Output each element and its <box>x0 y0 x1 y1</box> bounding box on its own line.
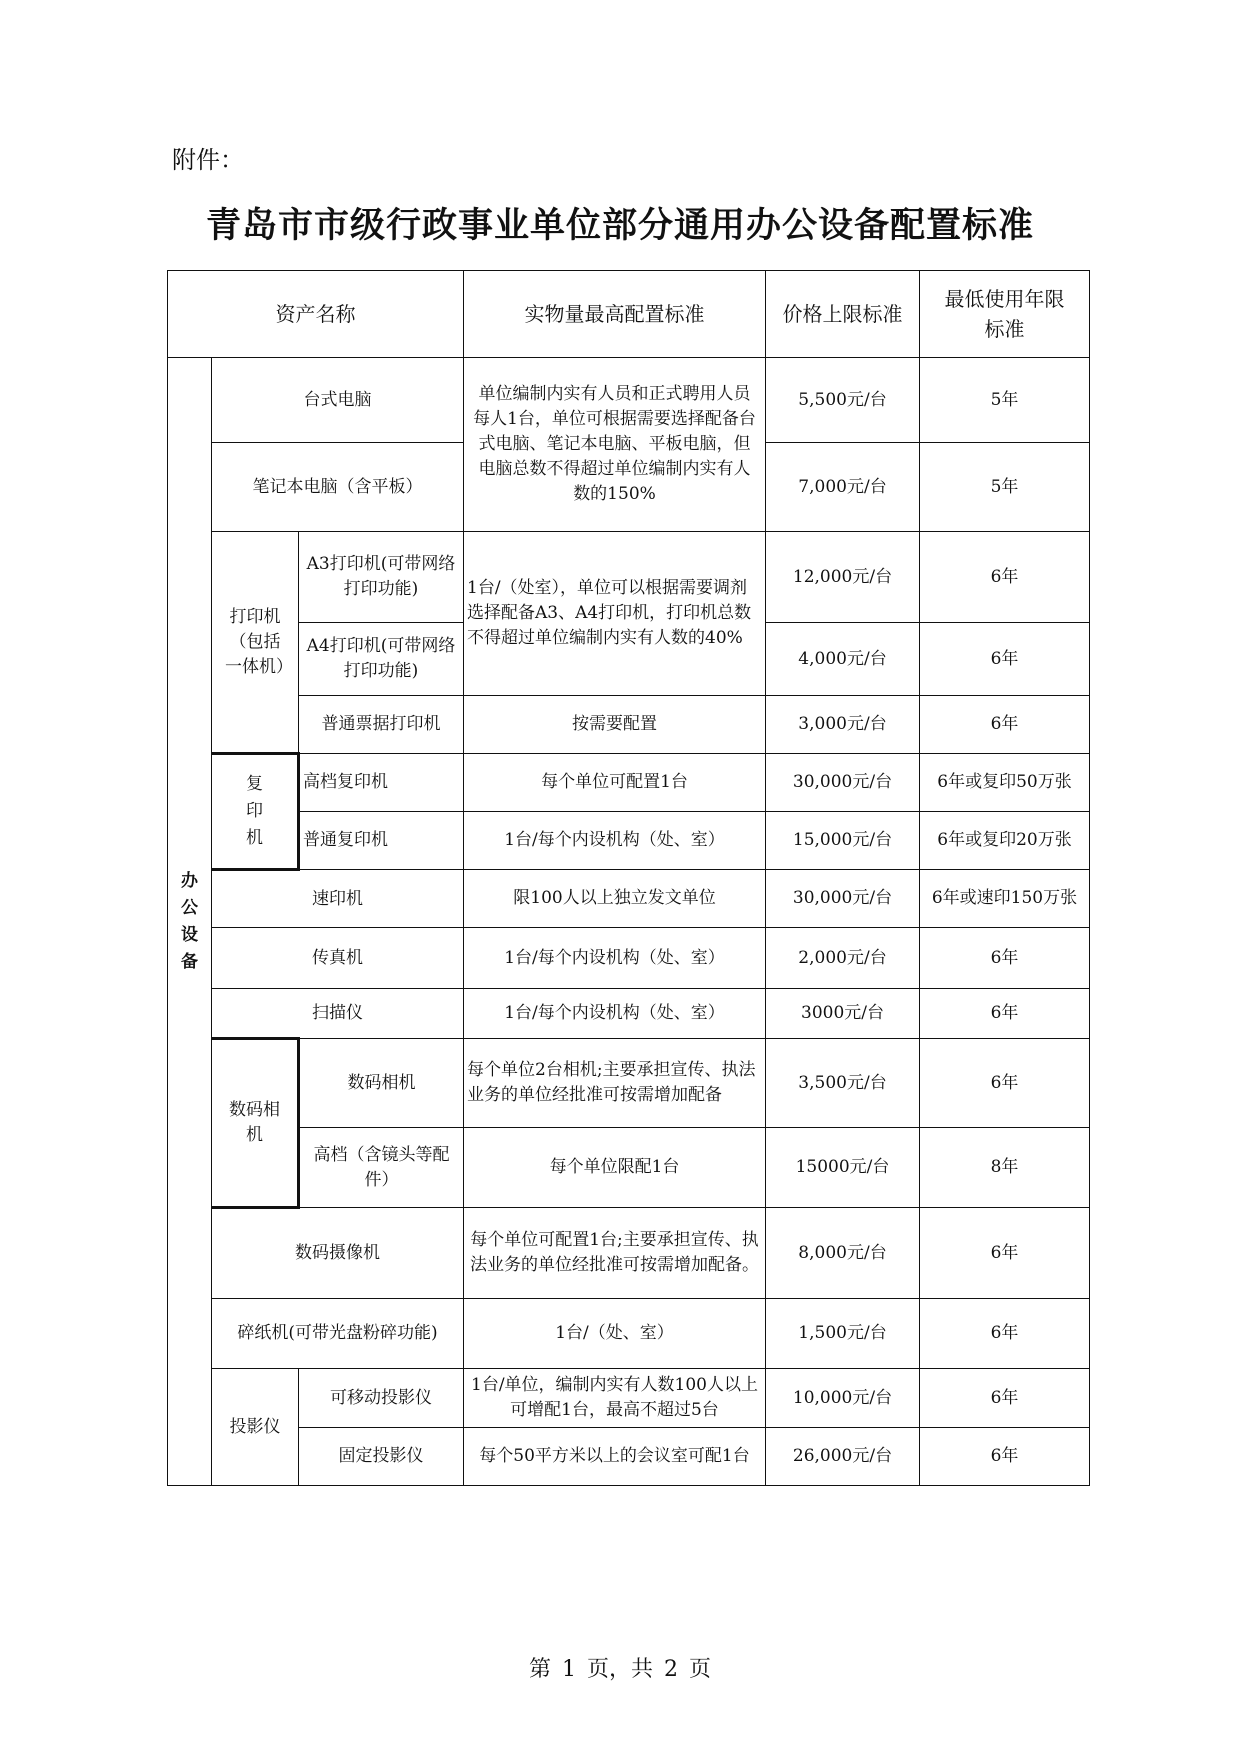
price-limit: 15,000元/台 <box>766 812 920 870</box>
table-row <box>168 1369 1090 1428</box>
asset-name: 普通复印机 <box>299 812 464 870</box>
asset-name: 高档（含镜头等配件） <box>299 1128 464 1208</box>
quantity-standard: 每个单位可配置1台;主要承担宣传、执法业务的单位经批准可按需增加配备。 <box>464 1208 766 1299</box>
table-row <box>168 1208 1090 1299</box>
asset-name: A4打印机(可带网络打印功能) <box>299 623 464 696</box>
asset-name: 速印机 <box>212 870 464 928</box>
quantity-standard: 单位编制内实有人员和正式聘用人员每人1台，单位可根据需要选择配备台式电脑、笔记本电脑、平板电脑，但电脑总数不得超过单位编制内实有人数的150% <box>464 358 766 532</box>
header-asset-name: 资产名称 <box>168 271 464 358</box>
table-row <box>168 870 1090 928</box>
quantity-standard: 1台/（处、室） <box>464 1299 766 1369</box>
asset-name: 数码相机 <box>299 1039 464 1128</box>
quantity-standard: 1台/单位，编制内实有人数100人以上可增配1台，最高不超过5台 <box>464 1369 766 1428</box>
table-row <box>168 754 1090 812</box>
group-printers: 打印机（包括一体机） <box>212 532 299 754</box>
quantity-standard: 每个单位限配1台 <box>464 1128 766 1208</box>
quantity-standard: 按需要配置 <box>464 696 766 754</box>
price-limit: 10,000元/台 <box>766 1369 920 1428</box>
price-limit: 8,000元/台 <box>766 1208 920 1299</box>
quantity-standard: 1台/每个内设机构（处、室） <box>464 928 766 989</box>
asset-name: 台式电脑 <box>212 358 464 443</box>
category-office-equipment: 办公设备 <box>168 358 212 1486</box>
min-years: 6年 <box>920 696 1090 754</box>
price-limit: 3000元/台 <box>766 989 920 1039</box>
asset-name: 扫描仪 <box>212 989 464 1039</box>
equipment-standards-table <box>167 270 1090 1486</box>
min-years: 6年或复印50万张 <box>920 754 1090 812</box>
table-row <box>168 358 1090 443</box>
header-min-years: 最低使用年限标准 <box>920 271 1090 358</box>
page-title: 青岛市市级行政事业单位部分通用办公设备配置标准 <box>205 205 1034 246</box>
min-years: 6年 <box>920 1208 1090 1299</box>
price-limit: 5,500元/台 <box>766 358 920 443</box>
asset-name: 可移动投影仪 <box>299 1369 464 1428</box>
asset-name: 笔记本电脑（含平板） <box>212 443 464 532</box>
price-limit: 2,000元/台 <box>766 928 920 989</box>
min-years: 6年或复印20万张 <box>920 812 1090 870</box>
table-row <box>168 1128 1090 1208</box>
asset-name: A3打印机(可带网络打印功能) <box>299 532 464 623</box>
table-row <box>168 532 1090 623</box>
asset-name: 普通票据打印机 <box>299 696 464 754</box>
min-years: 6年 <box>920 1039 1090 1128</box>
group-copiers: 复印机 <box>212 754 299 870</box>
min-years: 6年或速印150万张 <box>920 870 1090 928</box>
price-limit: 4,000元/台 <box>766 623 920 696</box>
table-row <box>168 812 1090 870</box>
price-limit: 15000元/台 <box>766 1128 920 1208</box>
table-row <box>168 1299 1090 1369</box>
table-row <box>168 928 1090 989</box>
min-years: 6年 <box>920 532 1090 623</box>
quantity-standard: 1台/每个内设机构（处、室） <box>464 812 766 870</box>
quantity-standard: 每个50平方米以上的会议室可配1台 <box>464 1428 766 1486</box>
min-years: 6年 <box>920 1369 1090 1428</box>
min-years: 6年 <box>920 928 1090 989</box>
price-limit: 26,000元/台 <box>766 1428 920 1486</box>
price-limit: 30,000元/台 <box>766 870 920 928</box>
table-row <box>168 696 1090 754</box>
table-row <box>168 989 1090 1039</box>
group-cameras: 数码相机 <box>212 1039 299 1208</box>
asset-name: 高档复印机 <box>299 754 464 812</box>
quantity-standard: 每个单位可配置1台 <box>464 754 766 812</box>
min-years: 6年 <box>920 1299 1090 1369</box>
table-row <box>168 1428 1090 1486</box>
asset-name: 传真机 <box>212 928 464 989</box>
min-years: 6年 <box>920 989 1090 1039</box>
quantity-standard: 1台/每个内设机构（处、室） <box>464 989 766 1039</box>
asset-name: 碎纸机(可带光盘粉碎功能) <box>212 1299 464 1369</box>
price-limit: 3,500元/台 <box>766 1039 920 1128</box>
price-limit: 30,000元/台 <box>766 754 920 812</box>
quantity-standard: 1台/（处室），单位可以根据需要调剂选择配备A3、A4打印机，打印机总数不得超过单位编制内实有人数的40% <box>464 532 766 696</box>
asset-name: 数码摄像机 <box>212 1208 464 1299</box>
min-years: 8年 <box>920 1128 1090 1208</box>
price-limit: 7,000元/台 <box>766 443 920 532</box>
table-row <box>168 1039 1090 1128</box>
price-limit: 12,000元/台 <box>766 532 920 623</box>
header-quantity-standard: 实物量最高配置标准 <box>464 271 766 358</box>
asset-name: 固定投影仪 <box>299 1428 464 1486</box>
quantity-standard: 每个单位2台相机;主要承担宣传、执法业务的单位经批准可按需增加配备 <box>464 1039 766 1128</box>
quantity-standard: 限100人以上独立发文单位 <box>464 870 766 928</box>
min-years: 5年 <box>920 443 1090 532</box>
min-years: 6年 <box>920 1428 1090 1486</box>
page-number: 第 1 页，共 2 页 <box>529 1657 711 1682</box>
price-limit: 3,000元/台 <box>766 696 920 754</box>
attachment-label: 附件： <box>172 146 244 174</box>
min-years: 5年 <box>920 358 1090 443</box>
min-years: 6年 <box>920 623 1090 696</box>
price-limit: 1,500元/台 <box>766 1299 920 1369</box>
header-price-limit: 价格上限标准 <box>766 271 920 358</box>
group-projectors: 投影仪 <box>212 1369 299 1486</box>
table-header-row <box>168 271 1090 358</box>
